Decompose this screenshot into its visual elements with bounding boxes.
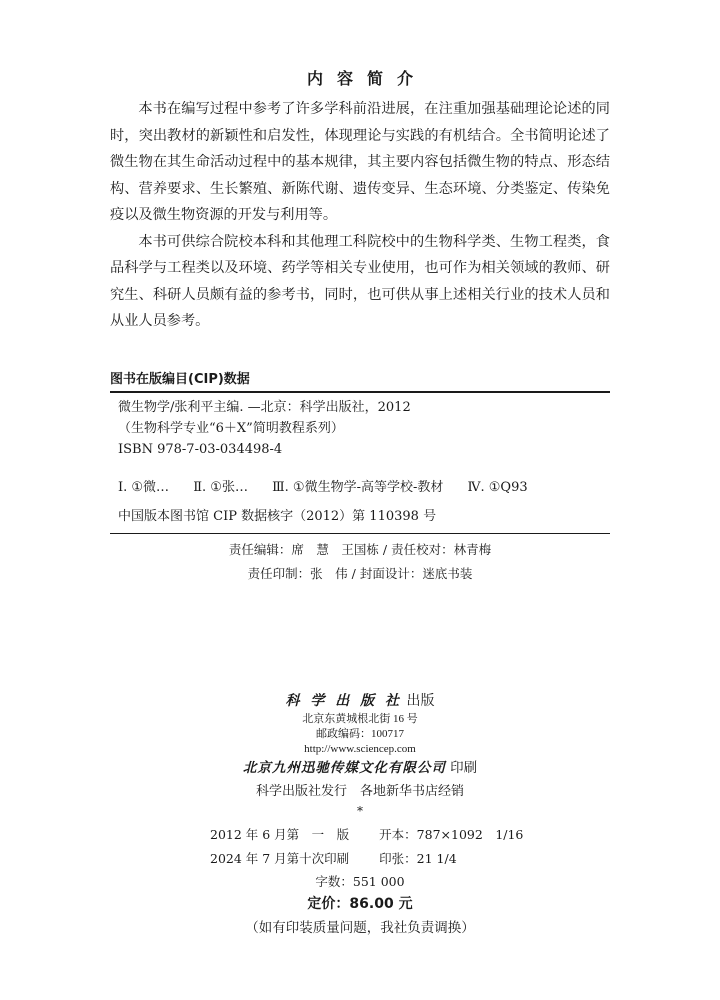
cip-series-line: （生物科学专业“6＋X”简明教程系列） — [118, 421, 344, 437]
cip-title-line: 微生物学/张利平主编. —北京：科学出版社，2012 — [118, 400, 411, 415]
separator-star: * — [357, 804, 363, 818]
cip-check-number: 中国版本图书馆 CIP 数据核字（2012）第 110398 号 — [118, 509, 437, 524]
cip-class-1: Ⅰ. ①微… — [118, 480, 170, 495]
production-credits: 责任印制：张 伟 / 封面设计：迷底书装 — [247, 566, 473, 581]
publisher-name: 科 学 出 版 社 — [285, 693, 403, 709]
introduction — [110, 96, 610, 335]
first-edition: 2012 年 6 月第 一 版 — [210, 827, 350, 842]
cip-bottom-rule — [110, 533, 610, 534]
page-title: 内容简介 — [306, 69, 427, 88]
distribution-line: 科学出版社发行 各地新华书店经销 — [255, 784, 464, 799]
publisher-address: 北京东黄城根北街 16 号 — [302, 713, 418, 725]
cip-classification — [118, 476, 548, 495]
quality-note: （如有印装质量问题，我社负责调换） — [245, 920, 475, 936]
intro-paragraph-2: 本书可供综合院校本科和其他理工科院校中的生物科学类、生物工程类，食品科学与工程类以及环境、药学等相关专业使用，也可作为相关领域的教师、研究生、科研人员颇有益的参考书，同时，也可供从事上述相关行业的技术人员和从业人员参考。 — [110, 233, 610, 329]
editor-credits: 责任编辑：席 慧 王国栋 / 责任校对：林青梅 — [228, 542, 492, 557]
cip-class-3: Ⅲ. ①微生物学-高等学校-教材 — [272, 480, 444, 495]
price: 定价：86.00 元 — [307, 896, 413, 912]
intro-paragraph-1: 本书在编写过程中参考了许多学科前沿进展，在注重加强基础理论论述的同时，突出教材的新颖性和启发性，体现理论与实践的有机结合。全书简明论述了微生物在其生命活动过程中的基本规律，其主要内容包括微生物的特点、形态结构、营养要求、生长繁殖、新陈代谢、遗传变异、生态环境、分类鉴定、传染免疫以及微生物资源的开发与利用等。 — [110, 101, 610, 223]
cip-class-4: Ⅳ. ①Q93 — [467, 480, 528, 495]
book-format: 开本：787×1092 1/16 — [379, 827, 524, 842]
publisher-postcode: 邮政编码：100717 — [316, 728, 404, 740]
cip-isbn: ISBN 978-7-03-034498-4 — [118, 442, 283, 458]
publisher-url: http://www.sciencep.com — [304, 743, 416, 755]
edition-row-2 — [210, 849, 457, 867]
cip-record — [118, 397, 608, 461]
reprint-info: 2024 年 7 月第十次印刷 — [210, 851, 350, 866]
print-sheets: 印张：21 1/4 — [379, 851, 457, 866]
publisher-suffix: 出版 — [406, 693, 435, 709]
printer-suffix: 印刷 — [450, 760, 478, 776]
cip-header: 图书在版编目(CIP)数据 — [110, 372, 250, 387]
printer-name: 北京九州迅驰传媒文化有限公司 — [242, 760, 446, 776]
edition-row-1 — [210, 825, 523, 843]
word-count: 字数：551 000 — [315, 874, 405, 889]
cip-class-2: Ⅱ. ①张… — [193, 480, 248, 495]
printer-line — [0, 756, 720, 776]
publisher-line — [0, 690, 720, 710]
cip-top-rule — [110, 391, 610, 393]
